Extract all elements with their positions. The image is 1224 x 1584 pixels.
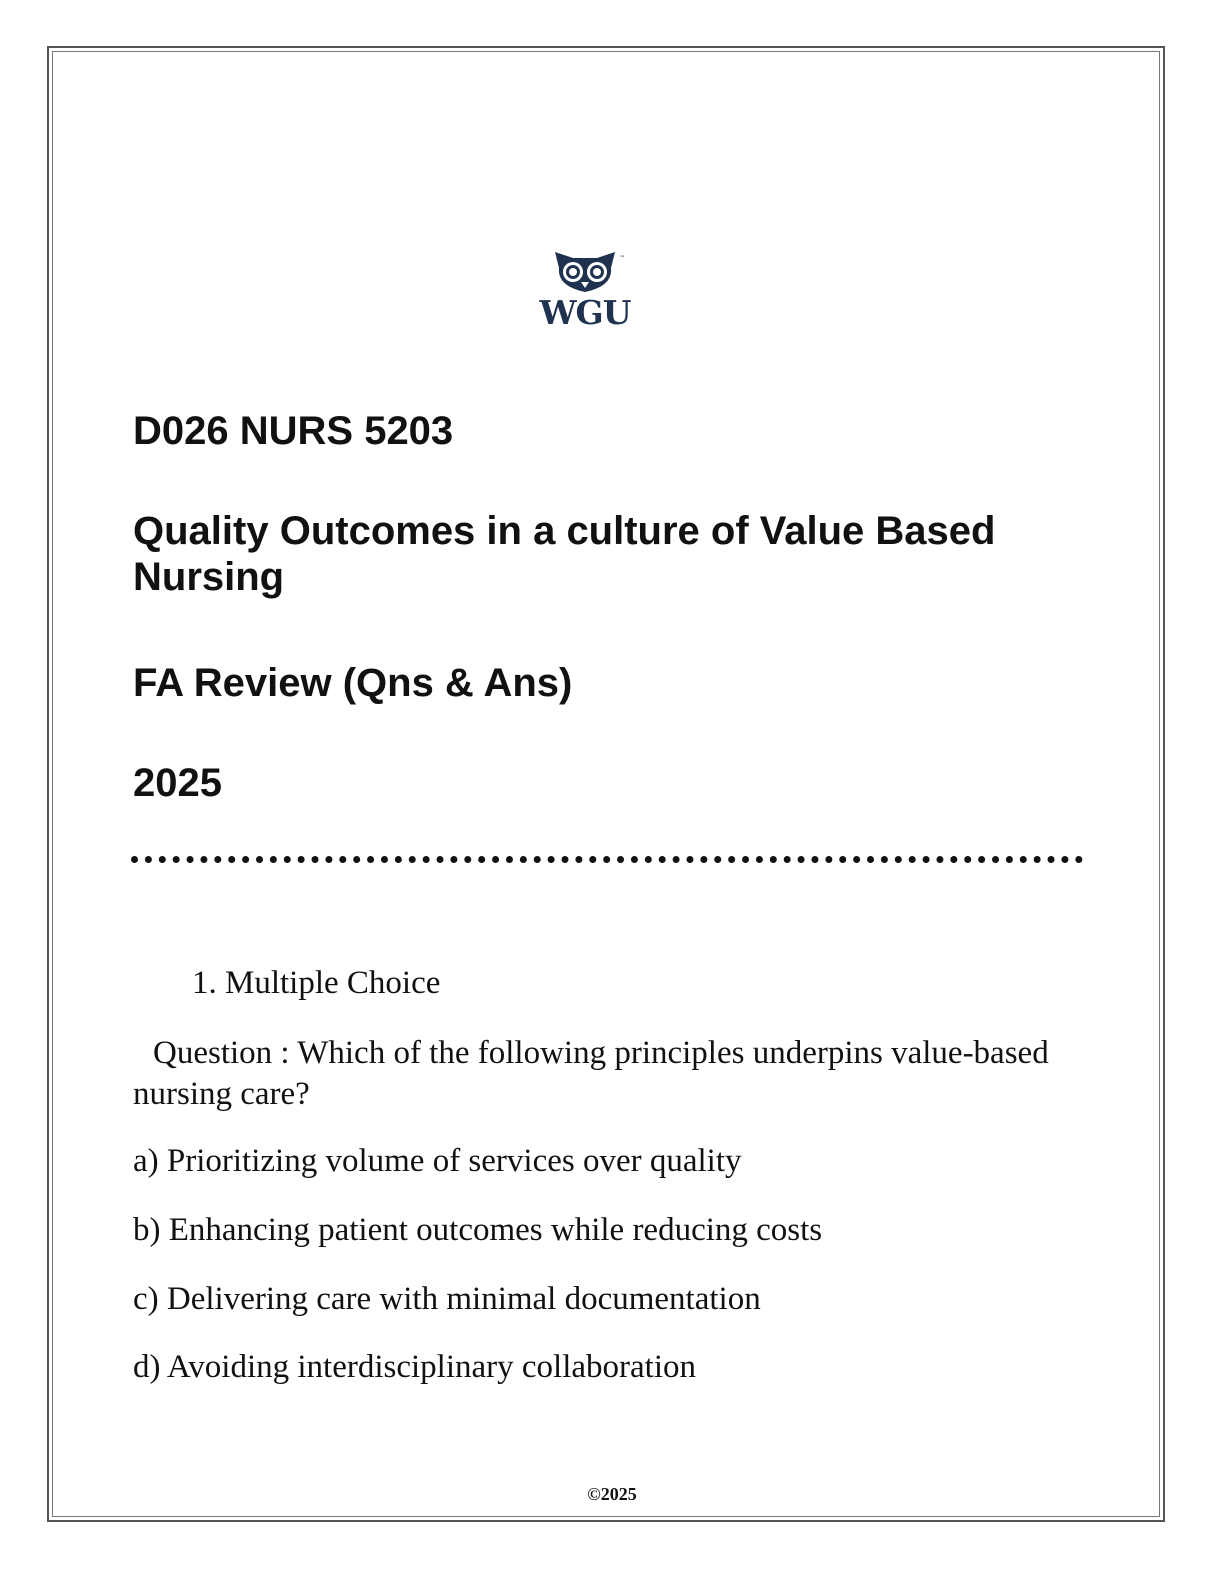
document-title [133,508,1013,600]
answer-option-b: b) Enhancing patient outcomes while reducing costs [133,1212,823,1248]
answer-option-c: c) Delivering care with minimal documentation [133,1281,761,1317]
question-text: Which of the following principles underpins value-based nursing care? [133,1035,1049,1112]
document-title-text: Quality Outcomes in a culture of Value Based Nursing [133,509,996,599]
document-year: 2025 [133,761,222,805]
svg-text:™: ™ [619,255,625,262]
course-code: D026 NURS 5203 [133,409,454,453]
answer-option-d: d) Avoiding interdisciplinary collaboration [133,1349,697,1385]
dotted-divider [131,856,1083,863]
question-label: Question : [153,1035,290,1071]
wgu-logo [533,246,637,336]
logo-text: WGU [539,293,631,332]
question-type: 1. Multiple Choice [192,965,441,1001]
owl-icon [533,246,637,296]
answer-option-a: a) Prioritizing volume of services over quality [133,1143,742,1179]
document-subtitle: FA Review (Qns & Ans) [133,661,573,705]
question-prompt [133,1033,1073,1115]
copyright-footer: ©2025 [587,1484,637,1504]
